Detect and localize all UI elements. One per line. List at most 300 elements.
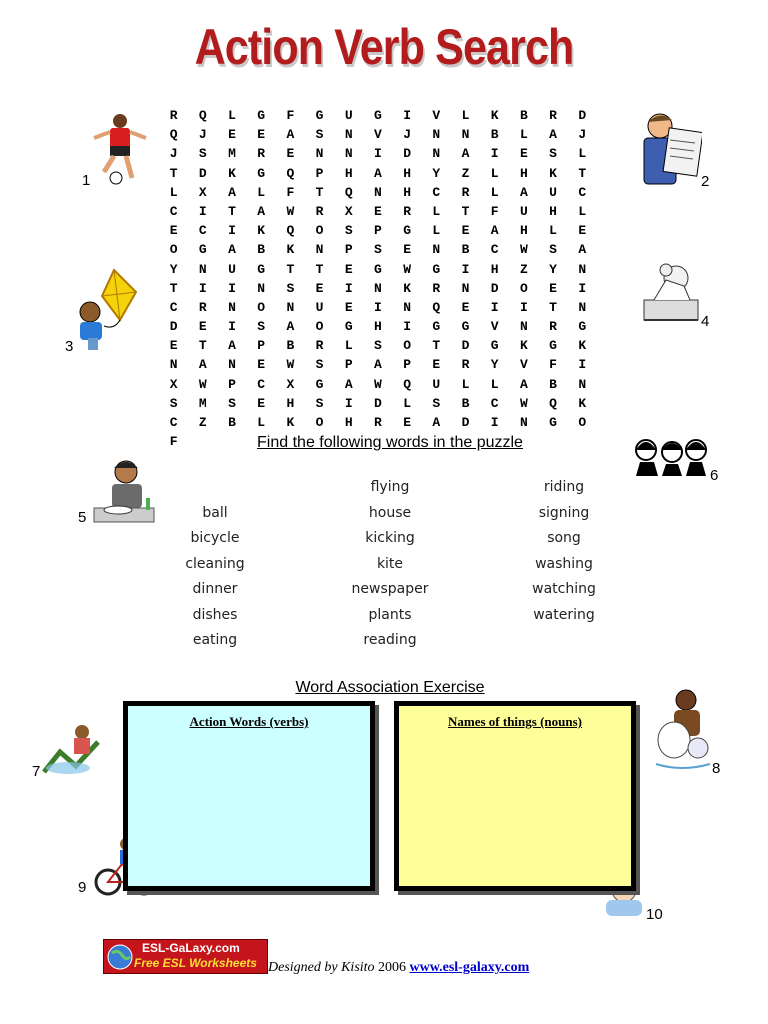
grid-letter[interactable]: F [169,434,178,450]
grid-letter[interactable]: S [257,319,266,335]
grid-letter[interactable]: R [374,415,382,430]
grid-letter[interactable]: I [228,223,236,239]
grid-letter[interactable]: K [257,223,266,239]
grid-letter[interactable]: S [315,395,324,411]
grid-letter[interactable]: S [374,242,382,258]
grid-letter[interactable]: P [374,223,382,239]
word-list-item: bicycle [190,530,240,546]
grid-letter[interactable]: Z [519,261,528,277]
grid-letter[interactable]: L [549,223,557,239]
grid-letter[interactable]: Q [286,165,295,181]
picture-number: 3 [65,338,74,355]
grid-letter[interactable]: J [578,127,587,143]
grid-letter[interactable]: N [198,261,207,277]
grid-letter[interactable]: L [257,184,266,200]
grid-letter[interactable]: L [578,203,587,219]
word-search-grid [159,106,597,451]
grid-letter[interactable]: E [257,127,266,143]
grid-letter[interactable]: C [490,395,499,411]
grid-letter[interactable]: Y [490,357,499,373]
grid-letter[interactable]: O [578,415,587,430]
grid-letter[interactable]: J [169,146,178,162]
grid-letter[interactable]: E [257,357,266,373]
grid-letter[interactable]: A [228,184,236,200]
grid-letter[interactable]: G [432,261,441,277]
grid-letter[interactable]: E [403,415,411,430]
grid-letter[interactable]: G [578,319,587,335]
grid-letter[interactable]: D [198,165,207,181]
grid-letter[interactable]: O [519,280,528,296]
grid-letter[interactable]: H [403,184,411,200]
grid-letter[interactable]: W [519,395,528,411]
grid-letter[interactable]: H [519,223,528,239]
grid-letter[interactable]: A [578,242,587,258]
grid-letter[interactable]: I [374,299,382,315]
grid-letter[interactable]: P [228,376,236,392]
grid-letter[interactable]: U [519,203,528,219]
grid-letter[interactable]: A [549,127,557,143]
grid-letter[interactable]: N [228,299,236,315]
grid-letter[interactable]: J [403,127,411,143]
grid-letter[interactable]: D [461,338,470,354]
grid-letter[interactable]: E [432,357,441,373]
grid-letter[interactable]: A [344,376,353,392]
grid-letter[interactable]: H [519,165,528,181]
grid-letter[interactable]: Y [169,261,178,277]
grid-letter[interactable]: N [432,242,441,258]
grid-letter[interactable]: L [490,376,499,392]
grid-letter[interactable]: I [519,299,528,315]
grid-letter[interactable]: G [432,319,441,335]
grid-letter[interactable]: N [432,127,441,143]
grid-letter[interactable]: C [169,203,178,219]
grid-letter[interactable]: A [198,357,207,373]
soccer-player-icon [90,112,150,187]
grid-letter[interactable]: L [403,395,411,411]
grid-letter[interactable]: N [315,242,324,258]
grid-letter[interactable]: C [169,415,178,430]
grid-letter[interactable]: U [315,299,324,315]
verbs-box-heading: Action Words (verbs) [189,714,309,729]
grid-letter[interactable]: I [344,395,353,411]
grid-letter[interactable]: O [257,299,266,315]
word-list-item: newspaper [351,581,429,597]
grid-letter[interactable]: B [228,415,236,430]
grid-letter[interactable]: R [169,108,178,123]
esl-galaxy-logo[interactable] [103,939,268,974]
grid-letter[interactable]: U [344,108,353,123]
grid-letter[interactable]: E [461,223,470,239]
grid-letter[interactable]: P [344,357,353,373]
grid-letter[interactable]: N [461,280,470,296]
grid-letter[interactable]: W [286,203,295,219]
grid-letter[interactable]: S [198,146,207,162]
grid-letter[interactable]: H [286,395,295,411]
grid-letter[interactable]: A [228,338,236,354]
grid-letter[interactable]: I [374,146,382,162]
grid-letter[interactable]: E [403,242,411,258]
washing-dishes-icon [640,260,702,326]
grid-letter[interactable]: E [169,338,178,354]
grid-letter[interactable]: V [490,319,499,335]
grid-letter[interactable]: G [461,319,470,335]
grid-letter[interactable]: I [578,280,587,296]
grid-letter[interactable]: S [315,127,324,143]
grid-letter[interactable]: H [344,165,353,181]
word-column-1 [145,475,285,654]
grid-letter[interactable]: M [228,146,236,162]
grid-letter[interactable]: I [490,299,499,315]
grid-letter[interactable]: D [169,319,178,335]
grid-letter[interactable]: I [490,415,499,430]
grid-letter[interactable]: N [374,184,382,200]
grid-letter[interactable]: H [490,261,499,277]
grid-letter[interactable]: L [432,223,441,239]
word-list-item: ball [202,504,228,521]
grid-letter[interactable]: G [198,242,207,258]
grid-letter[interactable]: A [286,319,295,335]
grid-letter[interactable]: G [374,108,382,123]
grid-letter[interactable]: S [228,395,236,411]
grid-letter[interactable]: G [315,108,324,123]
grid-letter[interactable]: H [344,415,353,430]
grid-letter[interactable]: P [403,357,411,373]
find-instruction: Find the following words in the puzzle [257,434,523,451]
picture-number: 7 [32,763,41,780]
grid-letter[interactable]: W [519,242,528,258]
grid-letter[interactable]: Z [198,415,207,430]
grid-letter[interactable]: T [578,165,587,181]
grid-letter[interactable]: N [228,357,236,373]
grid-letter[interactable]: K [286,242,295,258]
grid-letter[interactable]: K [286,415,295,430]
grid-letter[interactable]: G [374,261,382,277]
grid-letter[interactable]: M [198,395,207,411]
grid-letter[interactable]: C [432,184,441,200]
grid-letter[interactable]: Q [549,395,557,411]
grid-letter[interactable]: K [228,165,236,181]
grid-letter[interactable]: C [490,242,499,258]
grid-letter[interactable]: P [344,242,353,258]
grid-letter[interactable]: S [374,338,382,354]
grid-letter[interactable]: G [257,261,266,277]
grid-letter[interactable]: N [432,146,441,162]
grid-letter[interactable]: G [315,376,324,392]
grid-letter[interactable]: S [169,395,178,411]
grid-letter[interactable]: T [461,203,470,219]
grid-letter[interactable]: I [578,357,587,373]
grid-letter[interactable]: E [198,319,207,335]
grid-letter[interactable]: Q [432,299,441,315]
grid-letter[interactable]: V [374,127,382,143]
grid-letter[interactable]: T [315,261,324,277]
grid-letter[interactable]: F [286,184,295,200]
grid-letter[interactable]: E [257,395,266,411]
grid-letter[interactable]: R [315,338,324,354]
watering-plants-icon [40,722,102,778]
grid-letter[interactable]: T [286,261,295,277]
grid-letter[interactable]: N [519,319,528,335]
word-column-2 [320,475,460,654]
grid-letter[interactable]: A [286,127,295,143]
grid-letter[interactable]: B [286,338,295,354]
credit-line [268,960,529,976]
grid-letter[interactable]: O [315,415,324,430]
grid-letter[interactable]: R [315,203,324,219]
grid-letter[interactable]: L [461,108,470,123]
word-list-item: dishes [192,606,238,623]
grid-letter[interactable]: O [315,223,324,239]
grid-letter[interactable]: R [198,299,207,315]
grid-letter[interactable]: G [549,338,557,354]
grid-letter[interactable]: U [432,376,441,392]
grid-letter[interactable]: R [461,184,470,200]
grid-letter[interactable]: C [198,223,207,239]
grid-letter[interactable]: E [315,280,324,296]
grid-letter[interactable]: N [315,146,324,162]
grid-letter[interactable]: N [578,376,587,392]
verbs-box[interactable] [123,701,375,891]
grid-letter[interactable]: R [461,357,470,373]
grid-letter[interactable]: Q [403,376,411,392]
grid-letter[interactable]: N [286,299,295,315]
grid-letter[interactable]: U [549,184,557,200]
grid-letter[interactable]: A [374,357,382,373]
grid-letter[interactable]: F [286,108,295,123]
grid-letter[interactable]: E [228,127,236,143]
grid-letter[interactable]: X [286,376,295,392]
grid-letter[interactable]: Q [286,223,295,239]
grid-letter[interactable]: T [549,299,557,315]
grid-letter[interactable]: I [461,261,470,277]
grid-letter[interactable]: Q [169,127,178,143]
nouns-box[interactable] [394,701,636,891]
grid-letter[interactable]: E [344,299,353,315]
word-list-item: kite [376,555,404,572]
grid-letter[interactable]: I [403,108,411,123]
credit-year: 2006 [378,960,407,975]
grid-letter[interactable]: E [549,280,557,296]
picture-number: 8 [712,760,721,777]
grid-letter[interactable]: B [490,127,499,143]
grid-letter[interactable]: L [169,184,178,200]
grid-letter[interactable]: I [403,319,411,335]
grid-letter[interactable]: Q [198,108,207,123]
grid-letter[interactable]: I [198,203,207,219]
grid-letter[interactable]: I [490,146,499,162]
grid-letter[interactable]: G [257,108,266,123]
grid-letter[interactable]: C [257,376,266,392]
grid-letter[interactable]: Q [344,184,353,200]
grid-letter[interactable]: D [578,108,587,123]
grid-letter[interactable]: G [490,338,499,354]
association-title: Word Association Exercise [295,679,485,696]
grid-letter[interactable]: G [257,165,266,181]
grid-letter[interactable]: C [169,299,178,315]
grid-letter[interactable]: G [344,319,353,335]
grid-letter[interactable]: A [432,415,441,430]
grid-letter[interactable]: E [286,146,295,162]
grid-letter[interactable]: L [461,376,470,392]
grid-letter[interactable]: A [374,165,382,181]
grid-letter[interactable]: P [257,338,266,354]
grid-letter[interactable]: S [344,223,353,239]
grid-letter[interactable]: T [198,338,207,354]
grid-letter[interactable]: E [519,146,528,162]
grid-letter[interactable]: D [461,415,470,430]
grid-letter[interactable]: L [490,184,499,200]
grid-letter[interactable]: L [432,203,441,219]
grid-letter[interactable]: K [403,280,411,296]
grid-letter[interactable]: K [578,395,587,411]
grid-letter[interactable]: A [228,242,236,258]
grid-letter[interactable]: N [344,127,353,143]
grid-letter[interactable]: D [403,146,411,162]
grid-letter[interactable]: L [257,415,266,430]
kite-boy-icon [74,268,140,354]
grid-letter[interactable]: N [374,280,382,296]
grid-letter[interactable]: Z [461,165,470,181]
grid-letter[interactable]: D [490,280,499,296]
globe-icon [106,943,134,971]
word-list-item: plants [368,606,412,623]
picture-number: 6 [710,467,719,484]
grid-letter[interactable]: N [403,299,411,315]
grid-letter[interactable]: E [169,223,178,239]
grid-letter[interactable]: I [344,280,353,296]
word-list-item [145,475,285,501]
grid-letter[interactable]: N [257,280,266,296]
grid-letter[interactable]: T [432,338,441,354]
grid-letter[interactable]: T [315,184,324,200]
grid-letter[interactable]: N [578,261,587,277]
picture-number: 2 [701,173,710,190]
credit-link[interactable]: www.esl-galaxy.com [409,960,530,975]
grid-letter[interactable]: K [578,338,587,354]
grid-letter[interactable]: N [461,127,470,143]
grid-letter[interactable]: A [519,184,528,200]
grid-letter[interactable]: N [169,357,178,373]
grid-letter[interactable]: H [374,319,382,335]
grid-letter[interactable]: K [490,108,499,123]
grid-letter[interactable]: O [315,319,324,335]
grid-letter[interactable]: L [578,146,587,162]
grid-letter[interactable]: J [198,127,207,143]
grid-letter[interactable]: E [461,299,470,315]
logo-line2: Free ESL Worksheets [134,956,257,970]
grid-letter[interactable]: V [519,357,528,373]
grid-letter[interactable]: B [519,108,528,123]
grid-letter[interactable]: B [461,242,470,258]
word-list-item: cleaning [185,555,245,572]
grid-letter[interactable]: L [490,165,499,181]
newspaper-reader-icon [640,108,702,188]
credit-prefix: Designed by Kisito [268,960,375,975]
grid-letter[interactable]: S [549,242,557,258]
grid-letter[interactable]: K [519,338,528,354]
grid-letter[interactable]: X [344,203,353,219]
grid-letter[interactable]: X [198,184,207,200]
grid-letter[interactable]: E [344,261,353,277]
grid-letter[interactable]: W [198,376,207,392]
grid-letter[interactable]: A [490,223,499,239]
picture-number: 5 [78,509,87,526]
grid-letter[interactable]: R [257,146,266,162]
grid-letter[interactable]: N [344,146,353,162]
word-list-item: signing [538,504,590,521]
grid-letter[interactable]: B [257,242,266,258]
grid-letter[interactable]: I [228,280,236,296]
grid-letter[interactable]: T [228,203,236,219]
washing-boy-icon [652,688,714,774]
grid-letter[interactable]: B [461,395,470,411]
page-title: Action Verb Search [194,19,574,75]
grid-letter[interactable]: A [257,203,266,219]
grid-letter[interactable]: E [578,223,587,239]
grid-letter[interactable]: S [549,146,557,162]
picture-number: 10 [646,906,663,923]
grid-letter[interactable]: R [432,280,441,296]
grid-letter[interactable]: L [519,127,528,143]
picture-number: 1 [82,172,91,189]
grid-letter[interactable]: T [169,165,178,181]
grid-letter[interactable]: K [549,165,557,181]
grid-letter[interactable]: U [228,261,236,277]
grid-letter[interactable]: N [519,415,528,430]
grid-letter[interactable]: H [403,165,411,181]
grid-letter[interactable]: Y [432,165,441,181]
grid-letter[interactable]: W [374,376,382,392]
grid-letter[interactable]: I [228,319,236,335]
grid-letter[interactable]: N [578,299,587,315]
word-column-3 [494,475,634,628]
grid-letter[interactable]: W [403,261,411,277]
logo-line1: ESL-GaLaxy.com [142,941,240,955]
grid-letter[interactable]: A [519,376,528,392]
grid-letter[interactable]: O [403,338,411,354]
grid-letter[interactable]: G [549,415,557,430]
grid-letter[interactable]: V [432,108,441,123]
grid-letter[interactable]: T [169,280,178,296]
word-list-item: reading [363,632,417,648]
grid-letter[interactable]: B [549,376,557,392]
grid-letter[interactable]: F [549,357,557,373]
grid-letter[interactable]: C [578,184,587,200]
grid-letter[interactable]: E [374,203,382,219]
word-list-item: flying [370,479,410,495]
grid-letter[interactable]: I [198,280,207,296]
picture-number: 9 [78,879,87,896]
grid-letter[interactable]: O [169,242,178,258]
grid-letter[interactable]: L [228,108,236,123]
grid-letter[interactable]: G [403,223,411,239]
grid-letter[interactable]: R [549,319,557,335]
grid-letter[interactable]: P [315,165,324,181]
grid-letter[interactable]: D [374,395,382,411]
grid-letter[interactable]: L [344,338,353,354]
grid-letter[interactable]: S [315,357,324,373]
grid-letter[interactable]: Y [549,261,557,277]
grid-letter[interactable]: S [286,280,295,296]
grid-letter[interactable]: F [490,203,499,219]
grid-letter[interactable]: R [549,108,557,123]
grid-letter[interactable]: R [403,203,411,219]
grid-letter[interactable]: A [461,146,470,162]
grid-letter[interactable]: H [549,203,557,219]
grid-letter[interactable]: W [286,357,295,373]
grid-letter[interactable]: S [432,395,441,411]
grid-letter[interactable]: X [169,376,178,392]
